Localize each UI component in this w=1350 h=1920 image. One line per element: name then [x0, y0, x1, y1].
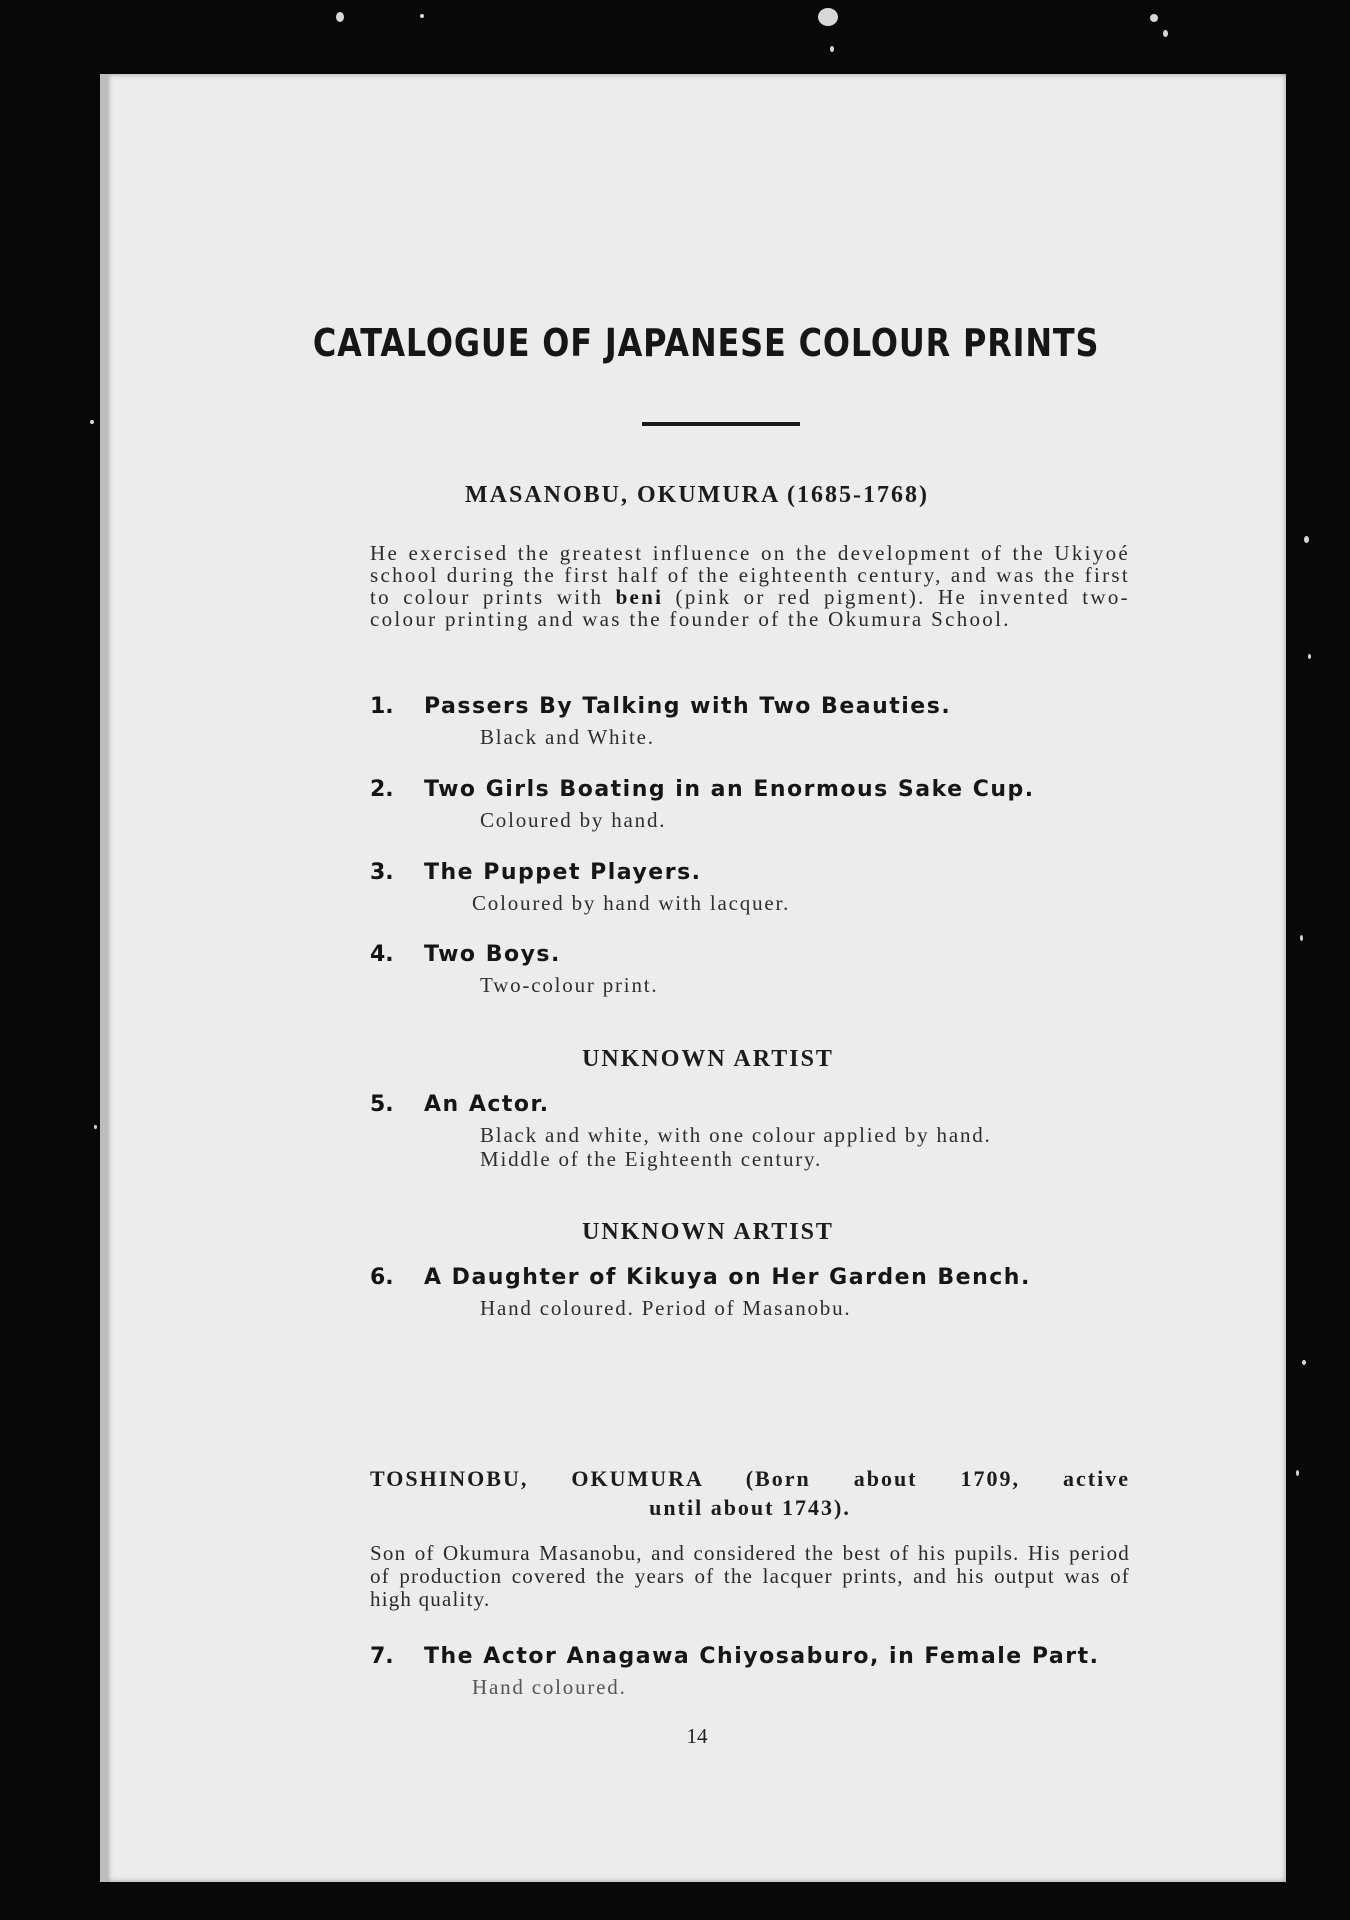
entry-number: 7. [370, 1644, 394, 1669]
section-intro-toshinobu: Son of Okumura Masanobu, and considered the best of his pupils. His period of production covered the years of the lacquer prints, and his output was of high quality. [370, 1541, 1130, 1611]
entry-title: The Puppet Players. [424, 860, 702, 885]
entry-description: Black and white, with one colour applied by hand. [480, 1123, 992, 1147]
entry-number: 5. [370, 1092, 394, 1117]
title-rule [642, 422, 800, 426]
intro-text-bold: beni [615, 585, 664, 609]
entry-description: Coloured by hand with lacquer. [472, 891, 791, 915]
intro-text-end: (pink or red pigment). He invented two-colour printing and was the founder of the Okumura School. [370, 585, 1130, 631]
entry-description: Hand coloured. [472, 1675, 627, 1699]
entry-number: 6. [370, 1265, 394, 1290]
entry-description: Black and White. [480, 725, 655, 749]
entry-number: 3. [370, 860, 394, 885]
entry-description: Two-colour print. [480, 973, 659, 997]
heading-line-1: TOSHINOBU, OKUMURA (Born about 1709, active [370, 1466, 1130, 1491]
entry-title: A Daughter of Kikuya on Her Garden Bench. [424, 1265, 1031, 1290]
entry-title: Two Boys. [424, 942, 561, 967]
entry-description-line-2: Middle of the Eighteenth century. [480, 1147, 823, 1171]
section-heading-toshinobu [370, 1464, 1130, 1522]
entry-title: An Actor. [424, 1092, 550, 1117]
section-heading-unknown-2: UNKNOWN ARTIST [582, 1219, 834, 1245]
entry-description: Hand coloured. Period of Masanobu. [480, 1296, 852, 1320]
page-number: 14 [686, 1724, 708, 1748]
entry-title: Two Girls Boating in an Enormous Sake Cup. [424, 777, 1035, 802]
page-edge [100, 74, 108, 1882]
entry-number: 1. [370, 694, 394, 719]
entry-description: Coloured by hand. [480, 808, 667, 832]
section-heading-masanobu: MASANOBU, OKUMURA (1685-1768) [465, 482, 929, 508]
heading-line-2: until about 1743). [649, 1495, 851, 1520]
section-heading-unknown-1: UNKNOWN ARTIST [582, 1046, 834, 1072]
section-intro-masanobu [370, 542, 1130, 630]
entry-number: 4. [370, 942, 394, 967]
page-title: CATALOGUE OF JAPANESE COLOUR PRINTS [312, 321, 1100, 365]
document-page [108, 74, 1286, 1882]
entry-title: Passers By Talking with Two Beauties. [424, 694, 952, 719]
entry-title: The Actor Anagawa Chiyosaburo, in Female Part. [424, 1644, 1100, 1669]
intro-text-start: He exercised the greatest influence on the development of the Ukiyoé school during the first half of the eighteenth century, and was the first to colour prints with [370, 541, 1130, 609]
entry-number: 2. [370, 777, 394, 802]
